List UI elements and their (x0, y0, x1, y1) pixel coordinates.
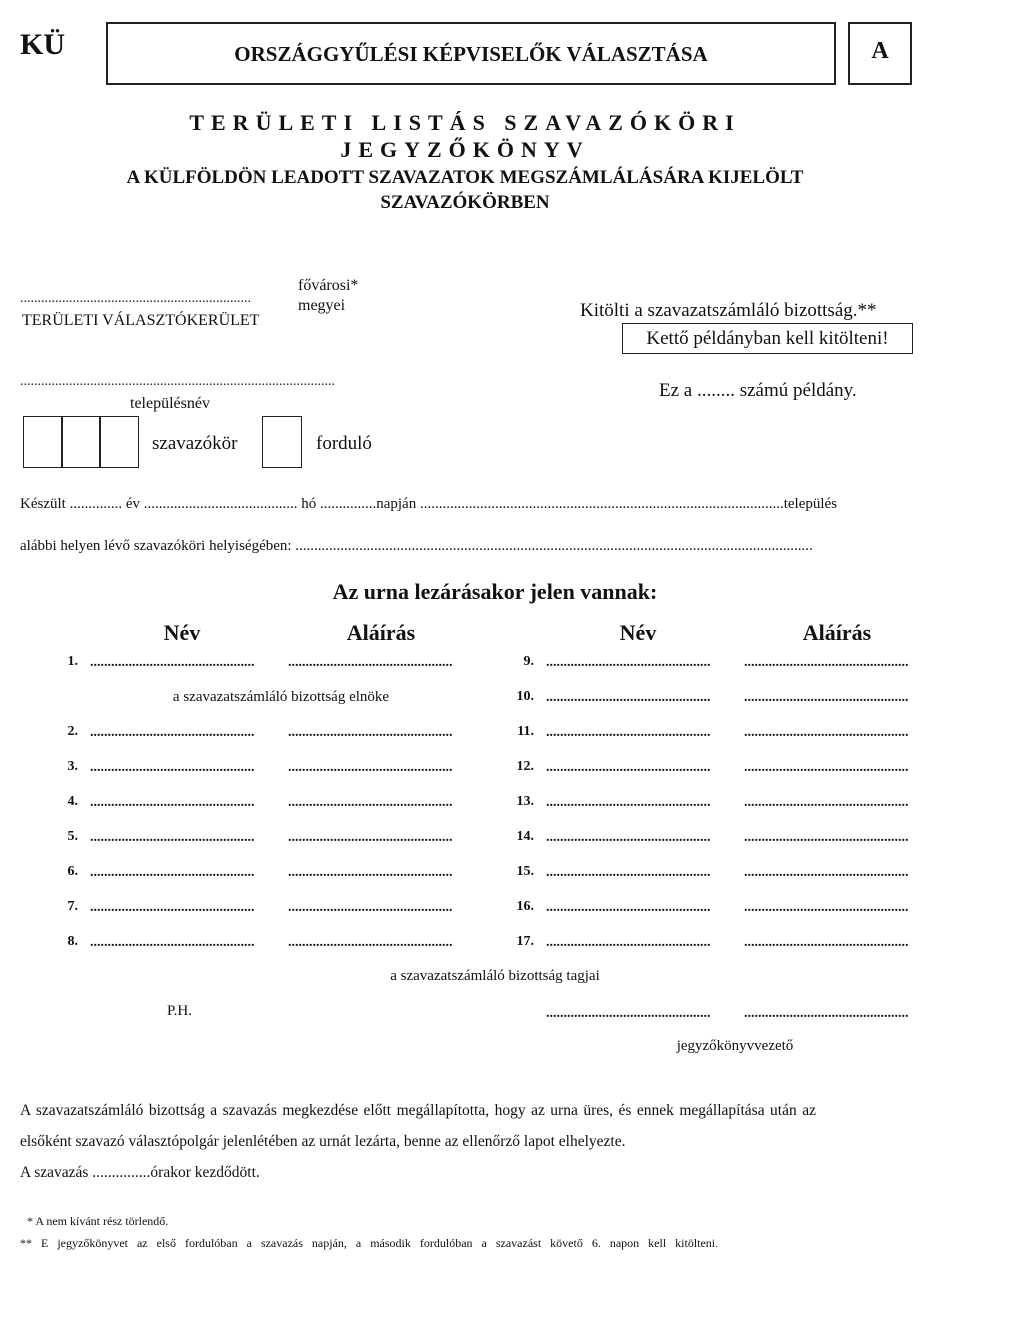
signature-field-dots[interactable]: ............................................... (288, 935, 453, 950)
settlement-dots[interactable]: .......................................................................................... (20, 374, 335, 389)
precinct-label: szavazókör (152, 433, 238, 454)
name-field-dots[interactable]: ............................................... (90, 655, 255, 670)
stamp-placeholder: P.H. (167, 1003, 193, 1019)
name-field-dots[interactable]: ............................................... (546, 795, 711, 810)
type-letter-box (848, 22, 912, 85)
name-field-dots[interactable]: ............................................... (546, 725, 711, 740)
form-code: KÜ (20, 28, 65, 61)
statement-line1: A szavazatszámláló bizottság a szavazás megkezdése előtt megállapította, hogy az urna üres, és ennek megállapítása után az (20, 1102, 816, 1119)
copies-note-box (622, 323, 913, 354)
statement-line3[interactable]: A szavazás ...............órakor kezdődött. (20, 1164, 260, 1181)
name-field-dots[interactable]: ............................................... (546, 865, 711, 880)
name-field-dots[interactable]: ............................................... (90, 935, 255, 950)
precinct-digit-box-3[interactable] (99, 416, 139, 468)
row-number: 13. (516, 794, 534, 809)
col-name-left: Név (163, 620, 201, 645)
col-name-right: Név (619, 620, 657, 645)
precinct-digit-box-1[interactable] (23, 416, 63, 468)
row-number: 17. (516, 934, 534, 949)
footnote-1: * A nem kívánt rész törlendő. (27, 1214, 169, 1228)
copy-number[interactable]: Ez a ........ számú példány. (659, 380, 857, 401)
signature-field-dots[interactable]: ............................................... (288, 830, 453, 845)
signature-field-dots[interactable]: ............................................... (744, 690, 909, 705)
recorder-label: jegyzőkönyvvezető (676, 1038, 794, 1054)
col-sign-left: Aláírás (346, 620, 416, 645)
name-field-dots[interactable]: ............................................... (546, 655, 711, 670)
signature-field-dots[interactable]: ............................................... (288, 900, 453, 915)
row-number: 6. (67, 864, 78, 879)
name-field-dots[interactable]: ............................................... (90, 900, 255, 915)
name-field-dots[interactable]: ............................................... (90, 725, 255, 740)
place-line[interactable]: alábbi helyen lévő szavazóköri helyiségében: .......................................................................................................................................... (20, 538, 813, 554)
signature-field-dots[interactable]: ............................................... (744, 900, 909, 915)
signature-field-dots[interactable]: ............................................... (744, 655, 909, 670)
district-label: TERÜLETI VÁLASZTÓKERÜLET (22, 312, 260, 329)
title-box (106, 22, 836, 85)
doc-title-line2: JEGYZŐKÖNYV (340, 137, 590, 162)
row-number: 9. (523, 654, 534, 669)
name-field-dots[interactable]: ............................................... (546, 830, 711, 845)
signature-field-dots[interactable]: ............................................... (288, 760, 453, 775)
row-number: 1. (67, 654, 78, 669)
name-field-dots[interactable]: ............................................... (90, 795, 255, 810)
row-number: 12. (516, 759, 534, 774)
signature-field-dots[interactable]: ............................................... (288, 795, 453, 810)
made-line[interactable]: Készült .............. év ......................................... hó ...............napján .................................................................................................település (20, 496, 838, 512)
district-option-capital: fővárosi* (298, 277, 359, 294)
row-number: 8. (67, 934, 78, 949)
members-label: a szavazatszámláló bizottság tagjai (390, 968, 600, 984)
statement-line2: elsőként szavazó választópolgár jelenlétében az urnát lezárta, benne az ellenőrző lapot elhelyezte. (20, 1133, 626, 1150)
name-field-dots[interactable]: ............................................... (90, 865, 255, 880)
fill-by-note: Kitölti a szavazatszámláló bizottság.** (580, 300, 877, 321)
district-option-county: megyei (298, 297, 346, 314)
signature-field-dots[interactable]: ............................................... (744, 725, 909, 740)
signature-field-dots[interactable]: ............................................... (744, 760, 909, 775)
type-letter: A (871, 38, 889, 64)
doc-title-line1: TERÜLETI LISTÁS SZAVAZÓKÖRI (189, 110, 741, 135)
row-number: 2. (67, 724, 78, 739)
row-number: 3. (67, 759, 78, 774)
copies-note: Kettő példányban kell kitölteni! (646, 328, 889, 349)
recorder-name-dots[interactable]: ............................................... (546, 1006, 711, 1021)
signature-field-dots[interactable]: ............................................... (288, 655, 453, 670)
settlement-label: településnév (130, 395, 210, 412)
row-number: 15. (516, 864, 534, 879)
row-number: 14. (516, 829, 534, 844)
signature-field-dots[interactable]: ............................................... (288, 725, 453, 740)
name-field-dots[interactable]: ............................................... (546, 690, 711, 705)
signature-field-dots[interactable]: ............................................... (288, 865, 453, 880)
recorder-sign-dots[interactable]: ............................................... (744, 1006, 909, 1021)
doc-title-line4: SZAVAZÓKÖRBEN (380, 192, 550, 213)
doc-title-line3: A KÜLFÖLDÖN LEADOTT SZAVAZATOK MEGSZÁMLÁLÁSÁRA KIJELÖLT (126, 167, 804, 188)
col-sign-right: Aláírás (802, 620, 872, 645)
row-number: 16. (516, 899, 534, 914)
row-number: 4. (67, 794, 78, 809)
district-dots[interactable]: .................................................................. (20, 291, 251, 306)
signature-field-dots[interactable]: ............................................... (744, 795, 909, 810)
row-number: 10. (516, 689, 534, 704)
row-number: 7. (67, 899, 78, 914)
row-number: 5. (67, 829, 78, 844)
signature-field-dots[interactable]: ............................................... (744, 830, 909, 845)
name-field-dots[interactable]: ............................................... (90, 760, 255, 775)
chair-label: a szavazatszámláló bizottság elnöke (172, 689, 390, 705)
footnote-2: ** E jegyzőkönyvet az első fordulóban a szavazás napján, a második fordulóban a szavazást követő 6. napon kell kitölteni. (20, 1236, 719, 1250)
name-field-dots[interactable]: ............................................... (546, 760, 711, 775)
name-field-dots[interactable]: ............................................... (546, 900, 711, 915)
round-label: forduló (316, 433, 372, 454)
name-field-dots[interactable]: ............................................... (546, 935, 711, 950)
signature-field-dots[interactable]: ............................................... (744, 935, 909, 950)
present-heading: Az urna lezárásakor jelen vannak: (332, 579, 658, 604)
signature-field-dots[interactable]: ............................................... (744, 865, 909, 880)
election-title: ORSZÁGGYŰLÉSI KÉPVISELŐK VÁLASZTÁSA (234, 42, 708, 66)
precinct-digit-box-2[interactable] (61, 416, 101, 468)
round-box[interactable] (262, 416, 302, 468)
row-number: 11. (517, 724, 534, 739)
name-field-dots[interactable]: ............................................... (90, 830, 255, 845)
